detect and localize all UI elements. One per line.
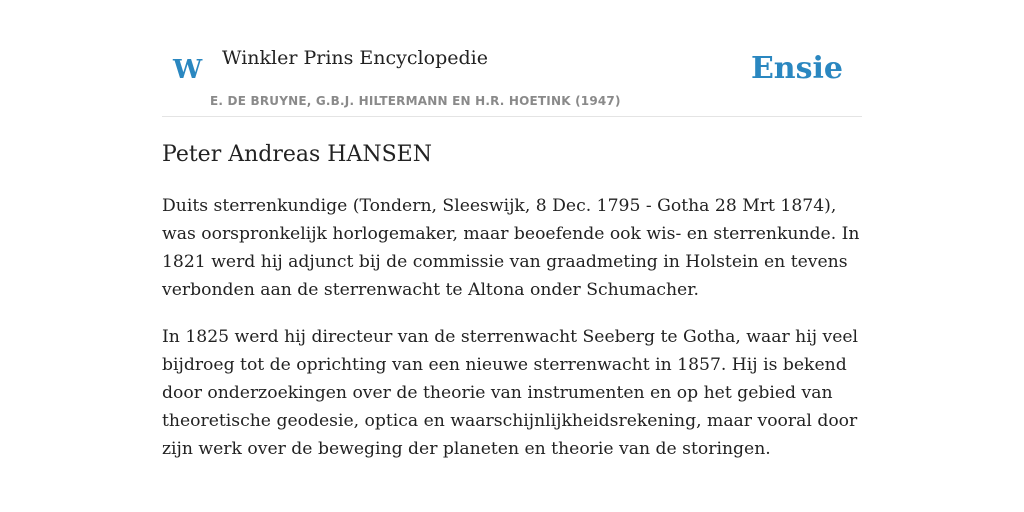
- source-authors: E. DE BRUYNE, G.B.J. HILTERMANN EN H.R. HOETINK (1947): [210, 94, 621, 108]
- source-title[interactable]: Winkler Prins Encyclopedie: [222, 47, 488, 69]
- article-paragraph: In 1825 werd hij directeur van de sterrenwacht Seeberg te Gotha, waar hij veel bijdroeg tot de oprichting van een nieuwe sterrenwacht in 1857. Hij is bekend door onderzoekingen over de theorie van instrumenten en op het gebied van theoretische geodesie, optica en waarschijnlijkheidsrekening, maar vooral door zijn werk over de beweging der planeten en theorie van de storingen.: [162, 327, 859, 459]
- winkler-prins-logo[interactable]: W: [173, 55, 203, 85]
- source-header: [162, 0, 862, 117]
- article-body: [162, 192, 862, 482]
- article-paragraph: Duits sterrenkundige (Tondern, Sleeswijk, 8 Dec. 1795 - Gotha 28 Mrt 1874), was oorspronkelijk horlogemaker, maar beoefende ook wis- en sterrenkunde. In 1821 werd hij adjunct bij de commissie van graadmeting in Holstein en tevens verbonden aan de sterrenwacht te Altona onder Schumacher.: [162, 196, 860, 300]
- article-title: Peter Andreas HANSEN: [162, 142, 432, 167]
- ensie-logo[interactable]: Ensie: [750, 51, 843, 86]
